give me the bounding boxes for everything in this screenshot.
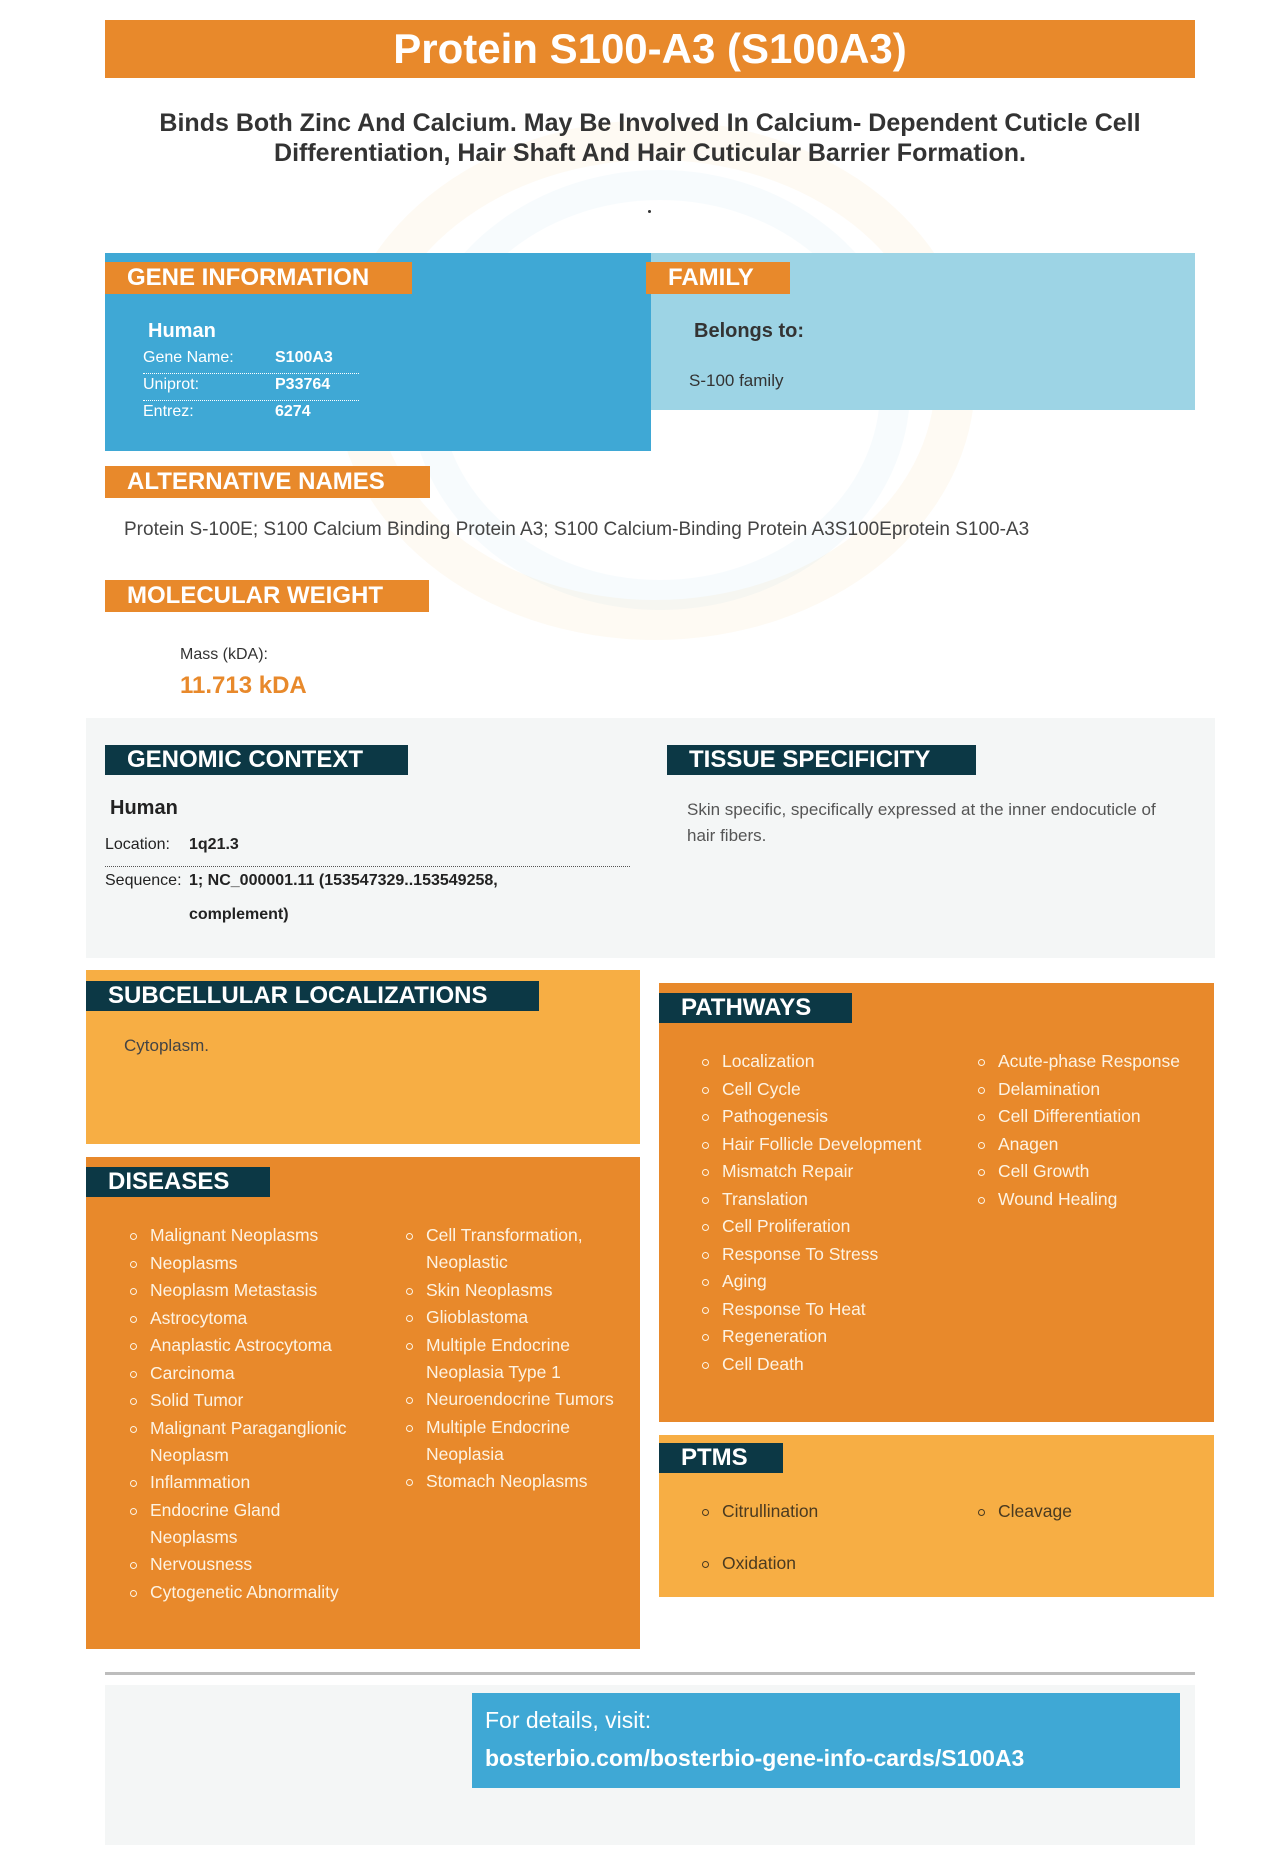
family-heading: FAMILY [646,262,790,294]
disease-item: Solid Tumor [130,1387,370,1414]
disease-item: Skin Neoplasms [406,1277,631,1304]
gene-name-row [143,346,359,374]
gene-species: Human [148,320,216,342]
details-prompt: For details, visit: [485,1707,652,1733]
protein-function-summary: Binds Both Zinc And Calcium. May Be Involved In Calcium- Dependent Cuticle Cell Differentiation, Hair Shaft And Hair Cuticular Barrier Formation. [159,109,1141,167]
footer-divider [105,1672,1195,1675]
pathway-item: Cell Differentiation [978,1103,1208,1130]
disease-item: Anaplastic Astrocytoma [130,1332,370,1359]
mass-label: Mass (kDA): [180,646,268,663]
disease-item: Multiple Endocrine Neoplasia Type 1 [406,1332,631,1386]
pathway-item: Localization [702,1048,922,1075]
family-value: S-100 family [689,371,784,390]
alternative-names-text: Protein S-100E; S100 Calcium Binding Protein A3; S100 Calcium-Binding Protein A3S100Eprotein S100-A3 [124,519,1030,540]
pathway-item: Anagen [978,1131,1208,1158]
disease-item: Cell Transformation, Neoplastic [406,1222,631,1276]
entrez-value[interactable]: 6274 [275,403,311,420]
disease-item: Neoplasm Metastasis [130,1277,370,1304]
disease-item: Glioblastoma [406,1304,631,1331]
pathway-item: Acute-phase Response [978,1048,1208,1075]
entrez-label: Entrez: [143,403,194,420]
pathways-list-col2 [978,1048,1208,1213]
location-row [105,836,630,867]
gene-name-value: S100A3 [275,349,333,366]
location-value: 1q21.3 [189,836,239,853]
location-label: Location: [105,836,170,853]
pathway-item: Cell Growth [978,1158,1208,1185]
subcellular-localization-value: Cytoplasm. [124,1036,210,1055]
pathway-item: Response To Heat [702,1296,922,1323]
ptm-item: Citrullination [702,1498,922,1525]
gene-information-heading: GENE INFORMATION [105,262,412,294]
pathway-item: Pathogenesis [702,1103,922,1130]
genomic-species: Human [110,797,178,819]
uniprot-label: Uniprot: [143,376,200,393]
diseases-list-col1 [130,1222,370,1606]
ptms-heading: PTMS [659,1443,783,1473]
tissue-specificity-heading: TISSUE SPECIFICITY [667,745,976,775]
page-title: Protein S100-A3 (S100A3) [105,20,1195,78]
disease-item: Neoplasms [130,1250,370,1277]
pathway-item: Regeneration [702,1323,922,1350]
ptm-item: Cleavage [978,1498,1198,1525]
alternative-names-heading: ALTERNATIVE NAMES [105,466,430,498]
diseases-list-col2 [406,1222,631,1496]
details-link-box[interactable] [472,1693,1180,1788]
subcellular-localizations-heading: SUBCELLULAR LOCALIZATIONS [86,981,539,1011]
uniprot-row [143,373,359,401]
entrez-row [143,400,359,427]
disease-item: Nervousness [130,1551,370,1578]
disease-item: Malignant Paraganglionic Neoplasm [130,1415,370,1469]
disease-item: Stomach Neoplasms [406,1468,631,1495]
disease-item: Multiple Endocrine Neoplasia [406,1414,631,1468]
sequence-value: 1; NC_000001.11 (153547329..153549258, complement) [189,872,498,923]
pathway-item: Wound Healing [978,1186,1208,1213]
molecular-weight-heading: MOLECULAR WEIGHT [105,580,429,612]
mass-value: 11.713 kDA [180,672,307,699]
disease-item: Cytogenetic Abnormality [130,1579,370,1606]
separator-dot [648,210,651,213]
disease-item: Neuroendocrine Tumors [406,1386,631,1413]
pathway-item: Aging [702,1268,922,1295]
ptms-list-col2 [978,1498,1198,1526]
pathway-item: Cell Proliferation [702,1213,922,1240]
gene-name-label: Gene Name: [143,349,234,366]
pathway-item: Cell Death [702,1351,922,1378]
disease-item: Endocrine Gland Neoplasms [130,1497,370,1551]
pathway-item: Translation [702,1186,922,1213]
pathway-item: Hair Follicle Development [702,1131,922,1158]
disease-item: Malignant Neoplasms [130,1222,370,1249]
disease-item: Inflammation [130,1469,370,1496]
details-link[interactable]: bosterbio.com/bosterbio-gene-info-cards/S100A3 [485,1745,1025,1771]
pathways-list-col1 [702,1048,922,1378]
uniprot-value[interactable]: P33764 [275,376,331,393]
disease-item: Carcinoma [130,1360,370,1387]
sequence-label: Sequence: [105,872,182,889]
pathways-heading: PATHWAYS [659,993,852,1023]
pathway-item: Mismatch Repair [702,1158,922,1185]
pathway-item: Delamination [978,1076,1208,1103]
belongs-to-label: Belongs to: [694,320,804,342]
pathway-item: Response To Stress [702,1241,922,1268]
ptm-item: Oxidation [702,1550,922,1577]
disease-item: Astrocytoma [130,1305,370,1332]
pathway-item: Cell Cycle [702,1076,922,1103]
ptms-list-col1 [702,1498,922,1526]
ptms-list-col1-row2 [702,1550,922,1578]
genomic-context-heading: GENOMIC CONTEXT [105,745,408,775]
tissue-specificity-text: Skin specific, specifically expressed at the inner endocuticle of hair fibers. [687,800,1156,845]
diseases-heading: DISEASES [86,1167,270,1197]
